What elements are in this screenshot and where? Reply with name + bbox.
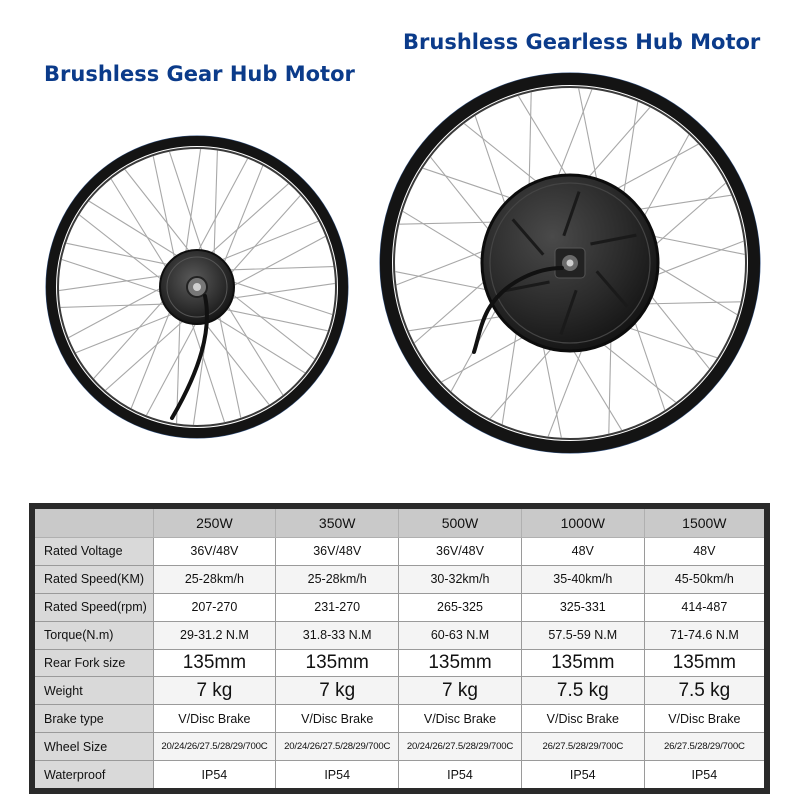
motor-spec-table — [29, 503, 770, 794]
spec-cell: 57.5-59 N.M — [521, 621, 644, 649]
spec-cell: 71-74.6 N.M — [644, 621, 767, 649]
spec-row-waterproof — [32, 761, 767, 791]
spoke — [641, 135, 689, 222]
spec-cell: 265-325 — [399, 593, 522, 621]
row-label: Waterproof — [32, 761, 153, 791]
spoke — [409, 316, 508, 331]
spec-cell: 7 kg — [399, 677, 522, 705]
spec-cell: IP54 — [276, 761, 399, 791]
spoke — [647, 235, 745, 254]
spoke — [633, 316, 665, 410]
header-1500w: 1500W — [644, 506, 767, 538]
spec-table-corner — [32, 506, 153, 538]
spec-cell: 7 kg — [153, 677, 276, 705]
spoke — [220, 283, 336, 300]
spec-cell: 36V/48V — [399, 538, 522, 566]
spoke — [542, 340, 561, 438]
spoke — [59, 274, 175, 291]
row-label: Weight — [32, 677, 153, 705]
spec-cell: 36V/48V — [153, 538, 276, 566]
header-500w: 500W — [399, 506, 522, 538]
spec-cell: 135mm — [521, 649, 644, 677]
spec-cell: 60-63 N.M — [399, 621, 522, 649]
spoke — [206, 311, 305, 373]
spoke — [395, 272, 493, 291]
spec-cell: V/Disc Brake — [644, 705, 767, 733]
spoke — [403, 211, 488, 263]
row-label: Rated Speed(KM) — [32, 565, 153, 593]
spoke — [442, 334, 529, 382]
spec-cell: 7.5 kg — [644, 677, 767, 705]
spec-cell: 35-40km/h — [521, 565, 644, 593]
spoke — [475, 116, 507, 210]
spoke — [652, 263, 737, 315]
spec-cell: 135mm — [276, 649, 399, 677]
gear-hub-motor-title: Brushless Gear Hub Motor — [44, 62, 355, 86]
spec-cell: 45-50km/h — [644, 565, 767, 593]
spoke — [556, 89, 592, 182]
spec-cell: V/Disc Brake — [521, 705, 644, 733]
spoke — [548, 344, 584, 437]
spoke — [220, 166, 263, 274]
spoke — [579, 88, 598, 186]
spoke — [518, 96, 570, 181]
spec-row-torque-n-m — [32, 621, 767, 649]
spec-row-rated-speed-rpm — [32, 593, 767, 621]
gearless-hub-wheel-icon — [381, 74, 759, 452]
spoke — [125, 169, 197, 261]
spec-cell: 31.8-33 N.M — [276, 621, 399, 649]
spec-row-rated-voltage — [32, 538, 767, 566]
spec-cell: 7.5 kg — [521, 677, 644, 705]
header-1000w: 1000W — [521, 506, 644, 538]
spec-cell: IP54 — [521, 761, 644, 791]
spoke — [633, 195, 732, 210]
row-label: Wheel Size — [32, 733, 153, 761]
spec-cell: 25-28km/h — [276, 565, 399, 593]
spec-cell: 135mm — [644, 649, 767, 677]
spec-cell: 48V — [521, 538, 644, 566]
header-250w: 250W — [153, 506, 276, 538]
spec-cell: V/Disc Brake — [276, 705, 399, 733]
spoke — [611, 144, 698, 192]
spec-cell: 20/24/26/27.5/28/29/700C — [399, 733, 522, 761]
spoke — [584, 107, 650, 182]
spec-cell: IP54 — [399, 761, 522, 791]
spec-cell: 20/24/26/27.5/28/29/700C — [276, 733, 399, 761]
spoke — [651, 183, 726, 249]
row-label: Brake type — [32, 705, 153, 733]
spec-cell: 325-331 — [521, 593, 644, 621]
spec-cell: 25-28km/h — [153, 565, 276, 593]
spoke — [651, 241, 744, 277]
spec-cell: 29-31.2 N.M — [153, 621, 276, 649]
spoke — [570, 345, 622, 430]
spec-row-rated-speed-km — [32, 565, 767, 593]
spec-cell: 207-270 — [153, 593, 276, 621]
spec-row-rear-fork-size — [32, 649, 767, 677]
spoke — [170, 152, 206, 263]
row-label: Rated Speed(rpm) — [32, 593, 153, 621]
spoke — [423, 168, 517, 200]
gear-hub-wheel-icon — [47, 137, 347, 437]
spec-cell: V/Disc Brake — [153, 705, 276, 733]
row-label: Rear Fork size — [32, 649, 153, 677]
row-label: Rated Voltage — [32, 538, 153, 566]
spec-cell: 30-32km/h — [399, 565, 522, 593]
spoke — [490, 344, 556, 419]
spec-cell: 26/27.5/28/29/700C — [521, 733, 644, 761]
spec-cell: IP54 — [153, 761, 276, 791]
spec-cell: 20/24/26/27.5/28/29/700C — [153, 733, 276, 761]
spec-cell: 231-270 — [276, 593, 399, 621]
spec-cell: 48V — [644, 538, 767, 566]
spec-cell: 26/27.5/28/29/700C — [644, 733, 767, 761]
spec-cell: 7 kg — [276, 677, 399, 705]
spec-cell: 36V/48V — [276, 538, 399, 566]
spoke — [214, 151, 218, 268]
spoke — [623, 326, 717, 358]
spoke — [623, 102, 638, 201]
spoke — [131, 300, 174, 408]
spec-row-weight — [32, 677, 767, 705]
spec-cell: V/Disc Brake — [399, 705, 522, 733]
spec-row-brake-type — [32, 705, 767, 733]
spec-cell: 414-487 — [644, 593, 767, 621]
spec-row-wheel-size — [32, 733, 767, 761]
spoke — [396, 249, 489, 285]
spec-cell: 135mm — [153, 649, 276, 677]
gearless-hub-motor-title: Brushless Gearless Hub Motor — [403, 30, 761, 54]
spoke — [502, 326, 517, 425]
spoke — [69, 283, 172, 338]
spec-table-header-row — [32, 506, 767, 538]
header-350w: 350W — [276, 506, 399, 538]
spec-cell: IP54 — [644, 761, 767, 791]
spec-cell: 135mm — [399, 649, 522, 677]
row-label: Torque(N.m) — [32, 621, 153, 649]
spoke — [221, 278, 332, 314]
spoke — [89, 201, 188, 263]
